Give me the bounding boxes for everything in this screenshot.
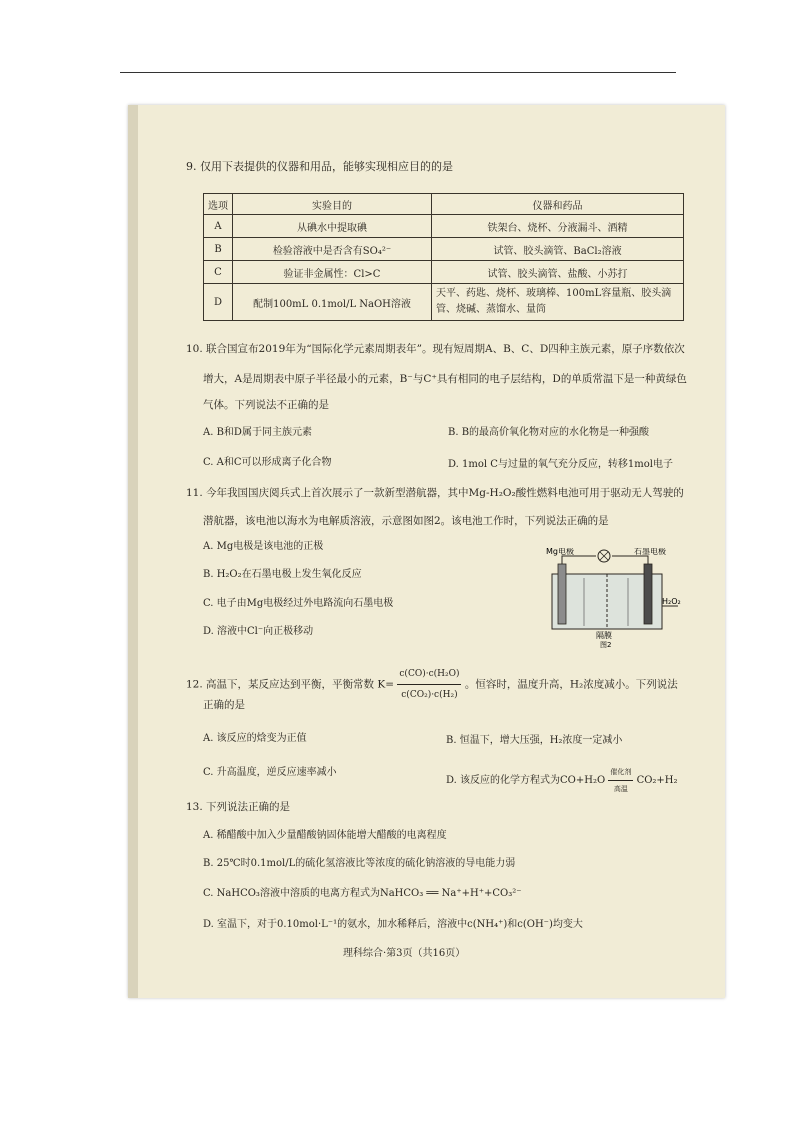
- q12-d-suffix: CO₂+H₂: [636, 775, 678, 786]
- battery-diagram-svg: [538, 548, 688, 648]
- table-row: [204, 215, 684, 238]
- table-cell: A: [204, 215, 233, 238]
- table-cell: 从碘水中提取碘: [233, 215, 432, 238]
- q13-option-a: A. 稀醋酸中加入少量醋酸钠固体能增大醋酸的电离程度: [203, 830, 447, 841]
- q11-option-d: D. 溶液中Cl⁻向正极移动: [203, 626, 314, 637]
- q10-line2: 增大，A是周期表中原子半径最小的元素，B⁻与C⁺具有相同的电子层结构，D的单质常温下是一种黄绿色: [203, 373, 687, 385]
- table-header-cell: 选项: [204, 194, 233, 215]
- q9-table: [203, 193, 684, 321]
- table-cell: B: [204, 238, 233, 261]
- table-cell: 配制100mL 0.1mol/L NaOH溶液: [233, 284, 432, 321]
- reaction-arrow: [608, 764, 633, 797]
- q11-line2: 潜航器，该电池以海水为电解质溶液，示意图如图2。该电池工作时，下列说法正确的是: [203, 515, 609, 527]
- q10-option-c: C. A和C可以形成离子化合物: [203, 457, 332, 468]
- fraction-numerator: c(CO)·c(H₂O): [397, 664, 461, 685]
- table-row: [204, 261, 684, 284]
- q11-option-c: C. 电子由Mg电极经过外电路流向石墨电极: [203, 598, 394, 609]
- q12-option-c: C. 升高温度，逆反应速率减小: [203, 767, 337, 778]
- q12-stem-end: 。恒容时，温度升高，H₂浓度减小。下列说法: [464, 678, 678, 691]
- table-header-row: [204, 194, 684, 215]
- graphite-electrode: [644, 564, 652, 624]
- page-footer: 理科综合·第3页（共16页）: [343, 948, 466, 959]
- table-header-cell: 实验目的: [233, 194, 432, 215]
- q12-d-prefix: D. 该反应的化学方程式为CO+H₂O: [446, 775, 606, 786]
- fraction-denominator: c(CO₂)·c(H₂): [401, 690, 458, 700]
- h2o2-label: H₂O₂: [662, 597, 681, 606]
- q12-option-a: A. 该反应的焓变为正值: [203, 733, 307, 744]
- table-cell: 验证非金属性：Cl>C: [233, 261, 432, 284]
- table-header-cell: 仪器和药品: [432, 194, 684, 215]
- q12-option-b: B. 恒温下，增大压强，H₂浓度一定减小: [446, 735, 623, 746]
- q13-option-d: D. 室温下，对于0.10mol·L⁻¹的氨水，加水稀释后，溶液中c(NH₄⁺)和c(OH⁻)均变大: [203, 919, 583, 930]
- q12-option-d: [446, 764, 678, 797]
- equilibrium-constant-fraction: [397, 664, 461, 705]
- arrow-condition-top: 催化剂: [608, 764, 633, 781]
- q11-option-b: B. H₂O₂在石墨电极上发生氧化反应: [203, 569, 362, 580]
- table-cell: 试管、胶头滴管、BaCl₂溶液: [432, 238, 684, 261]
- table-cell: D: [204, 284, 233, 321]
- q10-line1: 10. 联合国宣布2019年为“国际化学元素周期表年”。现有短周期A、B、C、D四种主族元素，原子序数依次: [186, 343, 685, 355]
- q10-option-a: A. B和D属于同主族元素: [203, 427, 312, 438]
- table-cell: 检验溶液中是否含有SO₄²⁻: [233, 238, 432, 261]
- mg-electrode: [558, 564, 566, 624]
- figure-caption: 图2: [600, 641, 612, 648]
- mg-electrode-label: Mg电极: [546, 548, 574, 556]
- q12-line2: 正确的是: [203, 699, 245, 711]
- table-cell: C: [204, 261, 233, 284]
- page-edge-shadow: [128, 105, 138, 998]
- table-cell: 铁架台、烧杯、分液漏斗、酒精: [432, 215, 684, 238]
- arrow-condition-bottom: 高温: [613, 785, 628, 793]
- q13-option-b: B. 25℃时0.1mol/L的硫化氢溶液比等浓度的硫化钠溶液的导电能力弱: [203, 858, 516, 869]
- table-cell: 天平、药匙、烧杯、玻璃棒、100mL容量瓶、胶头滴管、烧碱、蒸馏水、量筒: [432, 284, 684, 321]
- top-rule: [120, 72, 676, 73]
- q10-option-d: D. 1mol C与过量的氧气充分反应，转移1mol电子: [448, 459, 673, 470]
- q10-option-b: B. B的最高价氧化物对应的水化物是一种强酸: [448, 427, 650, 438]
- membrane-label: 隔膜: [596, 631, 612, 640]
- q12-stem-start: 12. 高温下，某反应达到平衡，平衡常数: [186, 678, 375, 691]
- q13-stem: 13. 下列说法正确的是: [186, 801, 291, 813]
- table-row: [204, 238, 684, 261]
- q12-line1: [186, 664, 678, 705]
- figure-2-battery-diagram: [538, 548, 688, 648]
- q9-stem: 9. 仅用下表提供的仪器和用品，能够实现相应目的的是: [186, 160, 453, 173]
- q11-option-a: A. Mg电极是该电池的正极: [203, 541, 324, 552]
- q13-option-c: C. NaHCO₃溶液中溶质的电离方程式为NaHCO₃ ══ Na⁺+H⁺+CO₃²⁻: [203, 888, 522, 899]
- graphite-electrode-label: 石墨电极: [634, 548, 666, 556]
- q11-line1: 11. 今年我国国庆阅兵式上首次展示了一款新型潜航器，其中Mg-H₂O₂酸性燃料电池可用于驱动无人驾驶的: [186, 487, 684, 499]
- q10-line3: 气体。下列说法不正确的是: [203, 399, 329, 411]
- table-row: [204, 284, 684, 321]
- table-cell: 试管、胶头滴管、盐酸、小苏打: [432, 261, 684, 284]
- q12-k-symbol: K=: [377, 678, 395, 691]
